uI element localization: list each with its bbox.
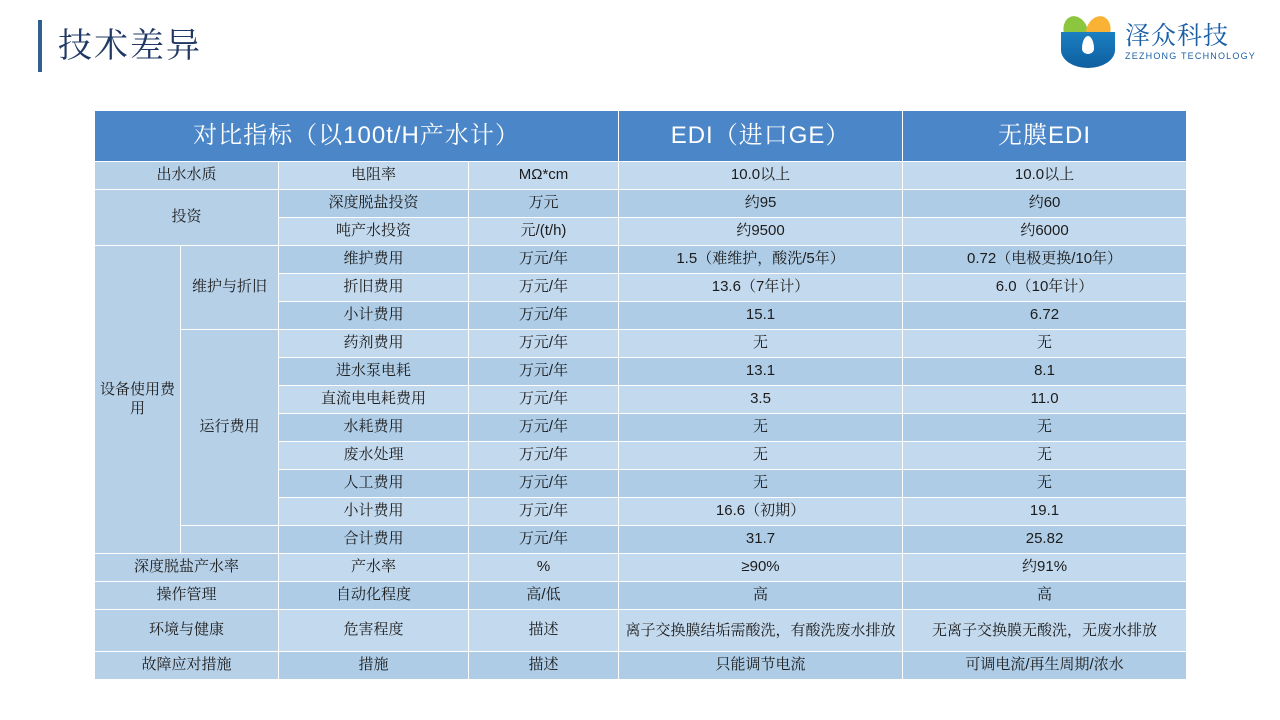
cell-edi: 3.5	[619, 386, 903, 414]
cell-no-film: 无	[903, 330, 1187, 358]
table-row	[95, 582, 1187, 610]
logo-mark-icon	[1059, 14, 1117, 70]
table-row	[95, 190, 1187, 218]
cell-unit: 描述	[469, 652, 619, 680]
table-row	[95, 246, 1187, 274]
table-row	[95, 526, 1187, 554]
cell-no-film: 11.0	[903, 386, 1187, 414]
cell-unit: 元/(t/h)	[469, 218, 619, 246]
cell-no-film: 25.82	[903, 526, 1187, 554]
comparison-table-wrapper	[94, 110, 1186, 680]
cell-subcategory: 维护与折旧	[181, 246, 279, 330]
cell-no-film: 约91%	[903, 554, 1187, 582]
cell-category: 投资	[95, 190, 279, 246]
cell-unit: 万元/年	[469, 442, 619, 470]
cell-edi: 15.1	[619, 302, 903, 330]
cell-item: 电阻率	[279, 162, 469, 190]
cell-category: 出水水质	[95, 162, 279, 190]
cell-item: 废水处理	[279, 442, 469, 470]
cell-no-film: 无	[903, 442, 1187, 470]
cell-edi: ≥90%	[619, 554, 903, 582]
table-row	[95, 610, 1187, 652]
cell-edi: 只能调节电流	[619, 652, 903, 680]
cell-item: 吨产水投资	[279, 218, 469, 246]
cell-unit: 万元/年	[469, 414, 619, 442]
header-no-film-edi: 无膜EDI	[903, 111, 1187, 162]
cell-no-film: 约6000	[903, 218, 1187, 246]
title-accent-bar	[38, 20, 42, 72]
cell-item: 药剂费用	[279, 330, 469, 358]
logo-company-name-en: ZEZHONG TECHNOLOGY	[1125, 51, 1256, 62]
cell-no-film: 0.72（电极更换/10年）	[903, 246, 1187, 274]
cell-item: 维护费用	[279, 246, 469, 274]
table-row	[95, 554, 1187, 582]
cell-item: 水耗费用	[279, 414, 469, 442]
header-edi: EDI（进口GE）	[619, 111, 903, 162]
cell-item: 进水泵电耗	[279, 358, 469, 386]
cell-unit: 万元/年	[469, 498, 619, 526]
cell-subcategory: 运行费用	[181, 330, 279, 526]
cell-no-film: 无离子交换膜无酸洗，无废水排放	[903, 610, 1187, 652]
cell-unit: 万元/年	[469, 246, 619, 274]
cell-item: 措施	[279, 652, 469, 680]
cell-item: 产水率	[279, 554, 469, 582]
cell-unit: %	[469, 554, 619, 582]
cell-edi: 16.6（初期）	[619, 498, 903, 526]
cell-category: 设备使用费用	[95, 246, 181, 554]
cell-edi: 高	[619, 582, 903, 610]
cell-no-film: 10.0以上	[903, 162, 1187, 190]
cell-unit: 万元/年	[469, 470, 619, 498]
cell-no-film: 8.1	[903, 358, 1187, 386]
cell-unit: 万元/年	[469, 330, 619, 358]
cell-item: 直流电电耗费用	[279, 386, 469, 414]
cell-edi: 31.7	[619, 526, 903, 554]
comparison-table	[94, 110, 1187, 680]
cell-unit: 万元/年	[469, 386, 619, 414]
cell-no-film: 无	[903, 470, 1187, 498]
cell-unit: 万元/年	[469, 302, 619, 330]
cell-item: 小计费用	[279, 302, 469, 330]
logo-text	[1125, 23, 1256, 61]
title-label: 技术差异	[58, 27, 202, 65]
cell-item: 自动化程度	[279, 582, 469, 610]
cell-edi: 13.6（7年计）	[619, 274, 903, 302]
cell-no-film: 6.0（10年计）	[903, 274, 1187, 302]
cell-edi: 无	[619, 470, 903, 498]
cell-item: 深度脱盐投资	[279, 190, 469, 218]
cell-no-film: 无	[903, 414, 1187, 442]
cell-no-film: 19.1	[903, 498, 1187, 526]
cell-no-film: 6.72	[903, 302, 1187, 330]
cell-unit: 高/低	[469, 582, 619, 610]
cell-item: 小计费用	[279, 498, 469, 526]
table-row	[95, 330, 1187, 358]
cell-no-film: 高	[903, 582, 1187, 610]
cell-unit: 万元/年	[469, 358, 619, 386]
table-header-row	[95, 111, 1187, 162]
cell-edi: 离子交换膜结垢需酸洗，有酸洗废水排放	[619, 610, 903, 652]
cell-category: 环境与健康	[95, 610, 279, 652]
table-body	[95, 162, 1187, 680]
cell-item: 人工费用	[279, 470, 469, 498]
cell-category: 深度脱盐产水率	[95, 554, 279, 582]
logo-company-name-cn: 泽众科技	[1125, 21, 1230, 50]
page-title	[38, 20, 202, 72]
cell-unit: 万元/年	[469, 526, 619, 554]
cell-edi: 1.5（难维护，酸洗/5年）	[619, 246, 903, 274]
cell-unit: 万元	[469, 190, 619, 218]
cell-no-film: 约60	[903, 190, 1187, 218]
cell-edi: 约9500	[619, 218, 903, 246]
cell-edi: 无	[619, 330, 903, 358]
company-logo	[1059, 14, 1256, 70]
cell-edi: 13.1	[619, 358, 903, 386]
cell-edi: 无	[619, 414, 903, 442]
cell-item: 合计费用	[279, 526, 469, 554]
water-drop-icon	[1082, 36, 1094, 54]
cell-category: 故障应对措施	[95, 652, 279, 680]
header-metric: 对比指标（以100t/H产水计）	[95, 111, 619, 162]
cell-item: 折旧费用	[279, 274, 469, 302]
cell-category: 操作管理	[95, 582, 279, 610]
cell-edi: 约95	[619, 190, 903, 218]
cell-item: 危害程度	[279, 610, 469, 652]
cell-unit: MΩ*cm	[469, 162, 619, 190]
table-row	[95, 162, 1187, 190]
cell-edi: 无	[619, 442, 903, 470]
cell-unit: 万元/年	[469, 274, 619, 302]
table-row	[95, 652, 1187, 680]
cell-no-film: 可调电流/再生周期/浓水	[903, 652, 1187, 680]
cell-unit: 描述	[469, 610, 619, 652]
cell-edi: 10.0以上	[619, 162, 903, 190]
cell-subcategory	[181, 526, 279, 554]
